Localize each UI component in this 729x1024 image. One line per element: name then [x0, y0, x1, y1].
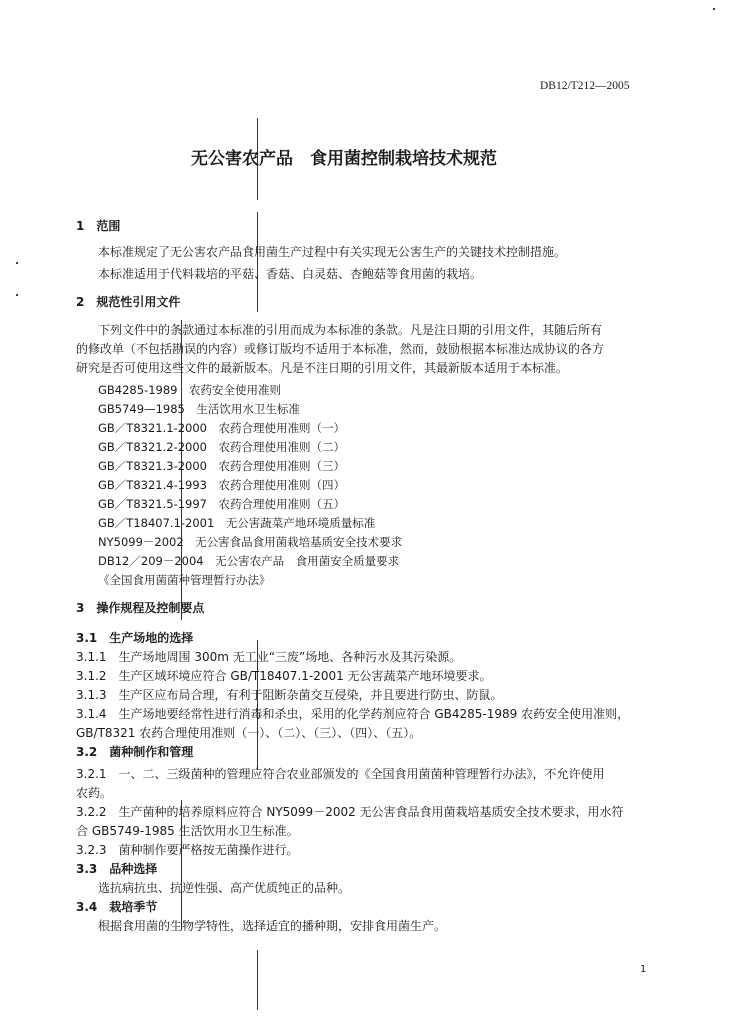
- paragraph-line: 研究是否可使用这些文件的最新版本。凡是不注日期的引用文件，其最新版本适用于本标准。: [76, 361, 569, 375]
- section-heading: 3 操作规程及控制要点: [76, 601, 205, 615]
- clause: 3.1.3 生产区应布局合理，有利于阻断杂菌交互侵染，并且要进行防虫、防鼠。: [76, 688, 503, 702]
- clause: 3.1.4 生产场地要经常性进行消毒和杀虫，采用的化学药剂应符合 GB4285-1989 农药安全使用准则，: [76, 707, 630, 721]
- paragraph: 本标准适用于代料栽培的平菇、香菇、白灵菇、杏鲍菇等食用菌的栽培。: [98, 267, 483, 281]
- reference-item: GB／T8321.1-2000 农药合理使用准则（一）: [98, 421, 345, 435]
- section-heading: 1 范围: [76, 219, 121, 233]
- section-heading: 2 规范性引用文件: [76, 295, 181, 309]
- scan-speck: [16, 294, 18, 296]
- scan-speck: [713, 8, 715, 10]
- reference-item: GB5749—1985 生活饮用水卫生标准: [98, 402, 300, 416]
- clause-continued: 合 GB5749-1985 生活饮用水卫生标准。: [76, 824, 299, 838]
- clause: 3.2.1 一、二、三级菌种的管理应符合农业部颁发的《全国食用菌菌种管理暂行办法》，不允许使用: [76, 767, 605, 781]
- paragraph-line: 的修改单（不包括勘误的内容）或修订版均不适用于本标准，然而，鼓励根据本标准达成协议的各方: [76, 342, 605, 356]
- paragraph: 根据食用菌的生物学特性，选择适宜的播种期，安排食用菌生产。: [98, 919, 447, 933]
- reference-item: GB／T18407.1-2001 无公害蔬菜产地环境质量标准: [98, 516, 376, 530]
- reference-item: GB／T8321.3-2000 农药合理使用准则（三）: [98, 459, 345, 473]
- reference-item: GB／T8321.4-1993 农药合理使用准则（四）: [98, 478, 345, 492]
- document-code: DB12/T212—2005: [540, 80, 630, 92]
- subsection-heading: 3.3 品种选择: [76, 862, 158, 876]
- clause-continued: GB/T8321 农药合理使用准则（一）、（二）、（三）、（四）、（五）。: [76, 726, 422, 740]
- clause-continued: 农药。: [76, 786, 113, 800]
- clause: 3.1.1 生产场地周围 300m 无工业“三废”场地、各种污水及其污染源。: [76, 650, 462, 664]
- reference-item: GB／T8321.5-1997 农药合理使用准则（五）: [98, 497, 345, 511]
- scan-speck: [16, 262, 18, 264]
- clause: 3.1.2 生产区域环境应符合 GB/T18407.1-2001 无公害蔬菜产地环境要求。: [76, 669, 492, 683]
- scan-line: [257, 212, 258, 312]
- page-number: 1: [640, 964, 647, 975]
- subsection-heading: 3.4 栽培季节: [76, 900, 158, 914]
- clause: 3.2.3 菌种制作要严格按无菌操作进行。: [76, 843, 299, 857]
- scan-line: [257, 950, 258, 1010]
- reference-item: DB12／209－2004 无公害农产品 食用菌安全质量要求: [98, 554, 400, 568]
- reference-item: 《全国食用菌菌种管理暂行办法》: [98, 573, 271, 587]
- paragraph: 选抗病抗虫、抗逆性强、高产优质纯正的品种。: [98, 881, 351, 895]
- clause: 3.2.2 生产菌种的培养原料应符合 NY5099－2002 无公害食品食用菌栽培基质安全技术要求，用水符: [76, 805, 624, 819]
- reference-item: GB4285-1989 农药安全使用准则: [98, 383, 281, 397]
- reference-item: GB／T8321.2-2000 农药合理使用准则（二）: [98, 440, 345, 454]
- subsection-heading: 3.2 菌种制作和管理: [76, 745, 194, 759]
- paragraph: 本标准规定了无公害农产品食用菌生产过程中有关实现无公害生产的关键技术控制措施。: [98, 245, 567, 259]
- page-title: 无公害农产品 食用菌控制栽培技术规范: [191, 149, 497, 169]
- paragraph-line: 下列文件中的条款通过本标准的引用而成为本标准的条款。凡是注日期的引用文件，其随后所有: [98, 323, 603, 337]
- reference-item: NY5099－2002 无公害食品食用菌栽培基质安全技术要求: [98, 535, 403, 549]
- subsection-heading: 3.1 生产场地的选择: [76, 631, 194, 645]
